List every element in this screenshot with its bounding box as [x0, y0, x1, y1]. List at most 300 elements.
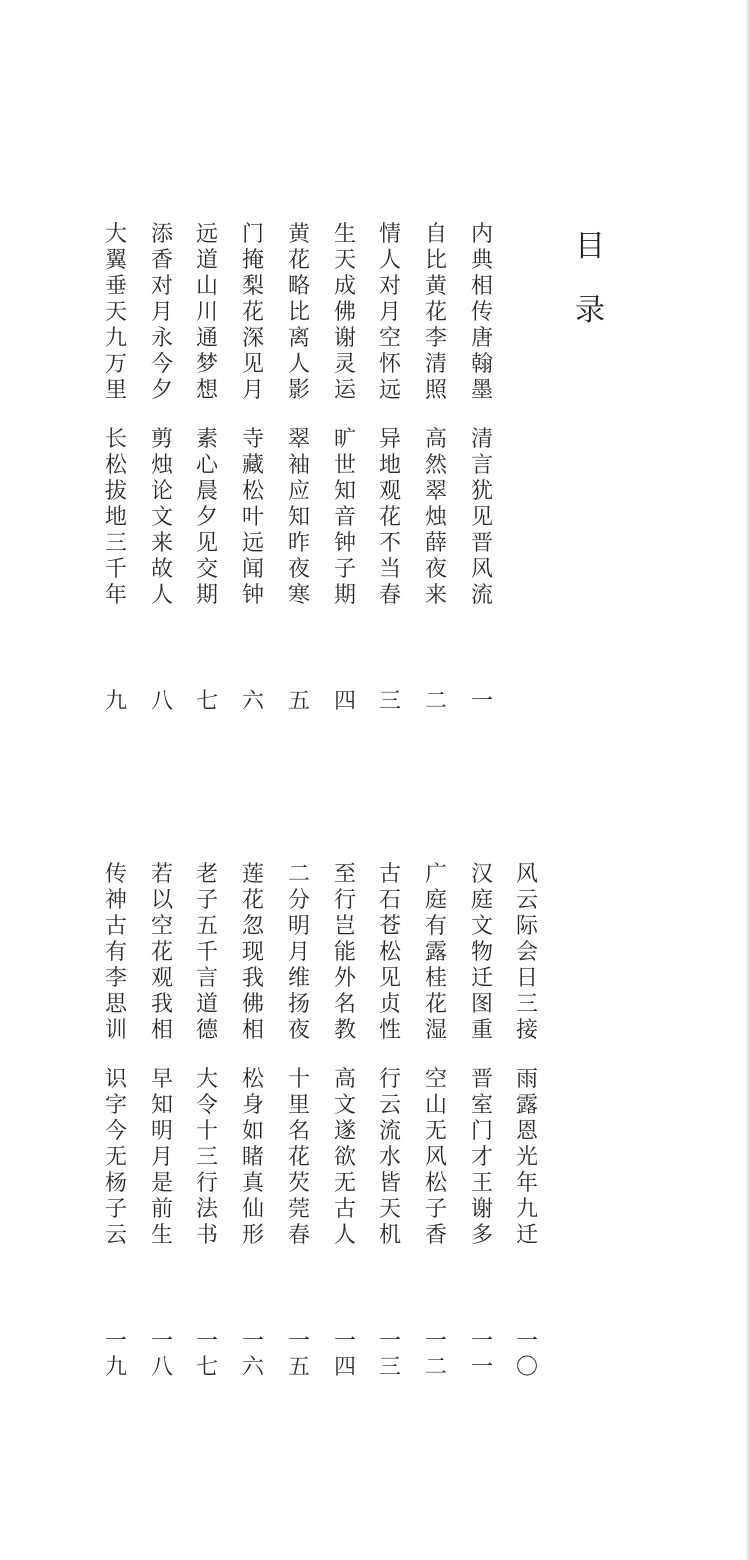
- toc-entry-page-char: 七: [195, 1355, 218, 1380]
- toc-entry-line1-char: 三: [515, 992, 538, 1017]
- toc-entry-page-char: 七: [195, 689, 218, 714]
- toc-entry-line1-char: 际: [515, 914, 538, 939]
- toc-entry-line1-char: 空: [150, 914, 173, 939]
- toc-entry-line2-char: 地: [378, 453, 401, 478]
- toc-entry-line1-char: 对: [378, 274, 401, 299]
- toc-entry-line1-char: 会: [515, 940, 538, 965]
- toc-entry-line2-char: 明: [150, 1119, 173, 1144]
- toc-entry[interactable]: [284, 222, 314, 715]
- toc-entry-line2-char: 莞: [287, 1197, 310, 1222]
- toc-entry-line1-char: 教: [333, 1018, 356, 1043]
- toc-entry-line1-char: 比: [424, 248, 447, 273]
- toc-entry-page-char: 一: [104, 1329, 127, 1354]
- line-gap: [421, 1044, 451, 1067]
- page-gap: [421, 1249, 451, 1329]
- toc-entry-line1-char: 明: [287, 914, 310, 939]
- toc-entry-line1-char: 道: [195, 248, 218, 273]
- toc-entry-line1-char: 以: [150, 888, 173, 913]
- toc-entry-line2-char: 松: [424, 1171, 447, 1196]
- toc-entry-line2-char: 云: [378, 1093, 401, 1118]
- toc-entry-line1-char: 桂: [424, 966, 447, 991]
- toc-entry-line2-char: 音: [333, 505, 356, 530]
- toc-entry-line1-char: 相: [241, 1018, 264, 1043]
- toc-entry-line2-char: 交: [195, 557, 218, 582]
- toc-entry-line1-char: 古: [104, 914, 127, 939]
- toc-entry-line1-char: 想: [195, 378, 218, 403]
- toc-entry-line2-char: 地: [104, 505, 127, 530]
- toc-entry-line1-char: 内: [470, 222, 493, 247]
- toc-entry-line1-char: 略: [287, 274, 310, 299]
- toc-entry-line2-char: 雨: [515, 1067, 538, 1092]
- toc-entry-line1-char: 莲: [241, 862, 264, 887]
- toc-entry-line1-char: 夕: [150, 378, 173, 403]
- toc-entry-line1-char: 五: [195, 914, 218, 939]
- toc-entry-line2-char: 室: [470, 1093, 493, 1118]
- toc-entry-line2-char: 行: [378, 1067, 401, 1092]
- toc-entry-line1-char: 唐: [470, 326, 493, 351]
- toc-entry-line2-char: 形: [241, 1223, 264, 1248]
- toc-entry-line2-char: 长: [104, 427, 127, 452]
- toc-entry-line1-char: 道: [195, 992, 218, 1017]
- toc-entry-line2-char: 法: [195, 1197, 218, 1222]
- line-gap: [330, 404, 360, 427]
- toc-entry-page-char: 九: [104, 689, 127, 714]
- line-gap: [467, 1044, 497, 1067]
- toc-entry-line2-char: 言: [470, 453, 493, 478]
- toc-entry-line2-char: 无: [104, 1145, 127, 1170]
- toc-entry-line2-char: 松: [241, 479, 264, 504]
- toc-entry-page-char: 〇: [515, 1355, 538, 1380]
- toc-entry-line1-char: 添: [150, 222, 173, 247]
- line-gap: [192, 1044, 222, 1067]
- toc-entry-line1-char: 花: [241, 300, 264, 325]
- toc-entry-page-char: 八: [150, 1355, 173, 1380]
- toc-entry-line1-char: 灵: [333, 352, 356, 377]
- toc-entry-line1-char: 夜: [287, 1018, 310, 1043]
- toc-entry-line1-char: 相: [470, 274, 493, 299]
- toc-entry-line2-char: 身: [241, 1093, 264, 1118]
- toc-entry-line2-char: 观: [378, 479, 401, 504]
- toc-entry-line1-char: 见: [378, 966, 401, 991]
- line-gap: [375, 404, 405, 427]
- toc-entry-line1-char: 庭: [424, 888, 447, 913]
- toc-entry-line2-char: 生: [150, 1223, 173, 1248]
- toc-entry-line2-char: 藏: [241, 453, 264, 478]
- toc-entry-line1-char: 我: [241, 966, 264, 991]
- toc-entry-line1-char: 比: [287, 300, 310, 325]
- toc-entry-line2-char: 遂: [333, 1119, 356, 1144]
- toc-entry-line2-char: 见: [470, 505, 493, 530]
- toc-entry-line1-char: 李: [424, 326, 447, 351]
- toc-entry-line2-char: 远: [241, 531, 264, 556]
- toc-entry-line2-char: 清: [470, 427, 493, 452]
- toc-entry-line2-char: 犹: [470, 479, 493, 504]
- toc-entry-line1-char: 庭: [470, 888, 493, 913]
- toc-entry-page-char: 二: [424, 689, 447, 714]
- toc-title: [572, 215, 608, 343]
- toc-entry-line2-char: 来: [424, 583, 447, 608]
- toc-entry-line2-char: 翠: [287, 427, 310, 452]
- toc-entry-line2-char: 人: [333, 1223, 356, 1248]
- toc-entry-line2-char: 无: [424, 1119, 447, 1144]
- page-gap: [375, 1249, 405, 1329]
- toc-entry-line2-char: 夜: [287, 557, 310, 582]
- page-gap: [192, 609, 222, 689]
- page-gap: [284, 1249, 314, 1329]
- toc-entry-line2-char: 不: [378, 531, 401, 556]
- toc-entry-line1-char: 贞: [378, 992, 401, 1017]
- toc-entry-page-char: 一: [470, 1355, 493, 1380]
- toc-entry-line2-char: 晋: [470, 1067, 493, 1092]
- toc-entry-page-char: 一: [195, 1329, 218, 1354]
- toc-entry-line1-char: 山: [195, 274, 218, 299]
- line-gap: [238, 404, 268, 427]
- line-gap: [101, 1044, 131, 1067]
- toc-entry-line2-char: 山: [424, 1093, 447, 1118]
- page-edge-shadow: [746, 0, 750, 1560]
- toc-entry-page-char: 一: [150, 1329, 173, 1354]
- toc-entry-line1-char: 名: [333, 992, 356, 1017]
- toc-entry-line1-char: 花: [150, 940, 173, 965]
- toc-entry-line2-char: 天: [378, 1197, 401, 1222]
- toc-entry-line1-char: 万: [104, 352, 127, 377]
- toc-entry-line2-char: 芡: [287, 1171, 310, 1196]
- line-gap: [512, 1044, 542, 1067]
- toc-entry-line1-char: 神: [104, 888, 127, 913]
- toc-entry-line2-char: 三: [195, 1145, 218, 1170]
- toc-entry-line1-char: 观: [150, 966, 173, 991]
- toc-entry-line2-char: 行: [195, 1171, 218, 1196]
- page-gap: [192, 1249, 222, 1329]
- toc-entry-line2-char: 今: [104, 1119, 127, 1144]
- toc-entry-line1-char: 花: [424, 992, 447, 1017]
- toc-entry-line1-char: 离: [287, 326, 310, 351]
- toc-entry[interactable]: [467, 862, 497, 1381]
- toc-entry-line2-char: 旷: [333, 427, 356, 452]
- toc-entry-line1-char: 古: [378, 862, 401, 887]
- toc-entry[interactable]: [101, 862, 131, 1381]
- toc-entry-line2-char: 光: [515, 1145, 538, 1170]
- toc-entry-line1-char: 分: [287, 888, 310, 913]
- toc-entry-line2-char: 烛: [424, 505, 447, 530]
- toc-entry[interactable]: [375, 862, 405, 1381]
- toc-entry-line2-char: 识: [104, 1067, 127, 1092]
- toc-entry-line1-char: 今: [150, 352, 173, 377]
- toc-entry[interactable]: [375, 222, 405, 715]
- toc-entry-page-char: 五: [287, 1355, 310, 1380]
- toc-entry-line1-char: 花: [241, 888, 264, 913]
- toc-entry-line1-char: 云: [515, 888, 538, 913]
- toc-entry-line2-char: 令: [195, 1093, 218, 1118]
- toc-entry-page-char: 四: [333, 1355, 356, 1380]
- toc-entry-line2-char: 皆: [378, 1171, 401, 1196]
- page-gap: [238, 609, 268, 689]
- toc-entry-line2-char: 春: [287, 1223, 310, 1248]
- toc-entry-line1-char: 花: [287, 248, 310, 273]
- toc-entry-line2-char: 晨: [195, 479, 218, 504]
- toc-entry[interactable]: [147, 862, 177, 1381]
- toc-entry-line1-char: 人: [287, 352, 310, 377]
- toc-entry-line2-char: 是: [150, 1171, 173, 1196]
- toc-entry-line1-char: 图: [470, 992, 493, 1017]
- toc-entry-line2-char: 无: [333, 1171, 356, 1196]
- toc-entry-page-char: 一: [424, 1329, 447, 1354]
- toc-entry-line1-char: 至: [333, 862, 356, 887]
- toc-entry-line1-char: 月: [241, 378, 264, 403]
- toc-entry-line1-char: 迁: [470, 966, 493, 991]
- toc-entry-line1-char: 日: [515, 966, 538, 991]
- toc-entry-line1-char: 重: [470, 1018, 493, 1043]
- toc-entry-line1-char: 思: [104, 992, 127, 1017]
- toc-entry-line1-char: 训: [104, 1018, 127, 1043]
- toc-entry-line1-char: 永: [150, 326, 173, 351]
- toc-entry-line2-char: 机: [378, 1223, 401, 1248]
- toc-entry[interactable]: [192, 862, 222, 1381]
- toc-entry-line2-char: 里: [287, 1093, 310, 1118]
- toc-entry-page-char: 一: [515, 1329, 538, 1354]
- toc-entry-line2-char: 闻: [241, 557, 264, 582]
- toc-entry-line2-char: 寒: [287, 583, 310, 608]
- toc-entry-page-char: 二: [424, 1355, 447, 1380]
- toc-entry-line1-char: 露: [424, 940, 447, 965]
- toc-entry-line1-char: 佛: [241, 992, 264, 1017]
- toc-entry-line2-char: 高: [424, 427, 447, 452]
- toc-entry-line1-char: 墨: [470, 378, 493, 403]
- toc-entry-line2-char: 空: [424, 1067, 447, 1092]
- toc-entry-line2-char: 故: [150, 557, 173, 582]
- toc-entry-line2-char: 子: [424, 1197, 447, 1222]
- toc-title-char-2: 录: [575, 293, 605, 328]
- toc-entry-line2-char: 知: [333, 479, 356, 504]
- toc-entry-page-char: 六: [241, 689, 264, 714]
- toc-entry-line2-char: 期: [195, 583, 218, 608]
- toc-entry-line1-char: 天: [333, 248, 356, 273]
- toc-entry-line2-char: 子: [104, 1197, 127, 1222]
- line-gap: [421, 404, 451, 427]
- toc-entry-line2-char: 钟: [241, 583, 264, 608]
- toc-entry-line2-char: 高: [333, 1067, 356, 1092]
- toc-entry-line1-char: 清: [424, 352, 447, 377]
- toc-entry-line1-char: 见: [241, 352, 264, 377]
- toc-entry-line2-char: 云: [104, 1223, 127, 1248]
- toc-entry-line2-char: 人: [150, 583, 173, 608]
- line-gap: [147, 1044, 177, 1067]
- toc-entry-line2-char: 如: [241, 1119, 264, 1144]
- toc-entry-line1-char: 成: [333, 274, 356, 299]
- toc-entry-page-char: 六: [241, 1355, 264, 1380]
- toc-entry-line2-char: 十: [195, 1119, 218, 1144]
- toc-entry[interactable]: [192, 222, 222, 715]
- toc-entry-line2-char: 三: [104, 531, 127, 556]
- toc-entry-line2-char: 世: [333, 453, 356, 478]
- toc-entry[interactable]: [238, 222, 268, 715]
- page-gap: [147, 1249, 177, 1329]
- page-gap: [101, 609, 131, 689]
- toc-entry-line1-char: 性: [378, 1018, 401, 1043]
- toc-entry-line2-char: 名: [287, 1119, 310, 1144]
- toc-entry-line2-char: 年: [515, 1171, 538, 1196]
- toc-entry-line1-char: 佛: [333, 300, 356, 325]
- toc-entry-line1-char: 岂: [333, 914, 356, 939]
- toc-entry-line1-char: 汉: [470, 862, 493, 887]
- toc-entry-line2-char: 昨: [287, 531, 310, 556]
- toc-entry-page-char: 一: [378, 1329, 401, 1354]
- toc-entry-line2-char: 杨: [104, 1171, 127, 1196]
- toc-entry-page-char: 一: [470, 1329, 493, 1354]
- toc-entry-line1-char: 文: [470, 914, 493, 939]
- toc-entry-line1-char: 花: [424, 300, 447, 325]
- toc-entry-line1-char: 苍: [378, 914, 401, 939]
- toc-entry-line2-char: 松: [241, 1067, 264, 1092]
- toc-entry-line1-char: 香: [150, 248, 173, 273]
- toc-entry-line1-char: 通: [195, 326, 218, 351]
- toc-entry-line1-char: 典: [470, 248, 493, 273]
- toc-entry-line1-char: 接: [515, 1018, 538, 1043]
- toc-entry-page-char: 九: [104, 1355, 127, 1380]
- toc-entry-line1-char: 现: [241, 940, 264, 965]
- line-gap: [192, 404, 222, 427]
- toc-entry-line2-char: 知: [150, 1093, 173, 1118]
- toc-entry-line1-char: 深: [241, 326, 264, 351]
- toc-entry-line2-char: 烛: [150, 453, 173, 478]
- toc-entry-line2-char: 流: [378, 1119, 401, 1144]
- line-gap: [375, 1044, 405, 1067]
- page-gap: [467, 609, 497, 689]
- toc-entry[interactable]: [421, 222, 451, 715]
- toc-entry-line2-char: 论: [150, 479, 173, 504]
- page-gap: [238, 1249, 268, 1329]
- toc-entry[interactable]: [330, 862, 360, 1381]
- page-gap: [467, 1249, 497, 1329]
- line-gap: [467, 404, 497, 427]
- toc-entry-line1-char: 松: [378, 940, 401, 965]
- toc-entry-line1-char: 翰: [470, 352, 493, 377]
- toc-entry-line1-char: 情: [378, 222, 401, 247]
- toc-entry-line1-char: 物: [470, 940, 493, 965]
- toc-entry-page-char: 一: [241, 1329, 264, 1354]
- toc-entry-line1-char: 黄: [287, 222, 310, 247]
- toc-entry-line2-char: 薛: [424, 531, 447, 556]
- toc-entry-line2-char: 千: [104, 557, 127, 582]
- toc-entry-page-char: 三: [378, 1355, 401, 1380]
- toc-entry-line1-char: 人: [378, 248, 401, 273]
- toc-entry-line1-char: 谢: [333, 326, 356, 351]
- toc-entry-line2-char: 花: [378, 505, 401, 530]
- page-gap: [375, 609, 405, 689]
- toc-entry-line1-char: 若: [150, 862, 173, 887]
- toc-entry-line2-char: 睹: [241, 1145, 264, 1170]
- toc-entry-line1-char: 传: [104, 862, 127, 887]
- toc-entry-line1-char: 垂: [104, 274, 127, 299]
- page-gap: [421, 609, 451, 689]
- toc-entry-line1-char: 自: [424, 222, 447, 247]
- page-gap: [147, 609, 177, 689]
- toc-entry-line2-char: 香: [424, 1223, 447, 1248]
- toc-entry-line2-char: 花: [287, 1145, 310, 1170]
- toc-entry-line1-char: 里: [104, 378, 127, 403]
- toc-entry-line1-char: 有: [104, 940, 127, 965]
- toc-entry-page-char: 一: [287, 1329, 310, 1354]
- toc-entry-line2-char: 九: [515, 1197, 538, 1222]
- toc-entry-line2-char: 寺: [241, 427, 264, 452]
- toc-entry-line2-char: 仙: [241, 1197, 264, 1222]
- toc-entry-line1-char: 远: [378, 378, 401, 403]
- toc-entry-line1-char: 大: [104, 222, 127, 247]
- toc-entry[interactable]: [101, 222, 131, 715]
- toc-entry-line1-char: 广: [424, 862, 447, 887]
- toc-entry[interactable]: [512, 862, 542, 1381]
- toc-entry-line1-char: 门: [241, 222, 264, 247]
- toc-entry[interactable]: [238, 862, 268, 1381]
- toc-entry-line1-char: 德: [195, 1018, 218, 1043]
- toc-entry-line1-char: 能: [333, 940, 356, 965]
- page-gap: [330, 1249, 360, 1329]
- toc-entry-line1-char: 相: [150, 1018, 173, 1043]
- toc-entry-line2-char: 才: [470, 1145, 493, 1170]
- toc-entry-line2-char: 见: [195, 531, 218, 556]
- toc-entry-line2-char: 恩: [515, 1119, 538, 1144]
- toc-entry[interactable]: [330, 222, 360, 715]
- toc-entry-line2-char: 露: [515, 1093, 538, 1118]
- page-gap: [512, 1249, 542, 1329]
- toc-entry-line1-char: 照: [424, 378, 447, 403]
- toc-entry-line2-char: 夜: [424, 557, 447, 582]
- toc-entry-line2-char: 多: [470, 1223, 493, 1248]
- toc-entry-line1-char: 九: [104, 326, 127, 351]
- toc-entry-line2-char: 古: [333, 1197, 356, 1222]
- toc-entry-line1-char: 月: [378, 300, 401, 325]
- toc-entry[interactable]: [421, 862, 451, 1381]
- toc-entry-line2-char: 夕: [195, 505, 218, 530]
- toc-entry-line1-char: 风: [515, 862, 538, 887]
- toc-entry-line2-char: 月: [150, 1145, 173, 1170]
- toc-entry-line2-char: 春: [378, 583, 401, 608]
- toc-entry-line2-char: 文: [150, 505, 173, 530]
- toc-entry-line2-char: 大: [195, 1067, 218, 1092]
- toc-entry-line1-char: 有: [424, 914, 447, 939]
- toc-entry-line1-char: 湿: [424, 1018, 447, 1043]
- toc-entry-page-char: 一: [470, 689, 493, 714]
- toc-entry-line2-char: 知: [287, 505, 310, 530]
- toc-entry-line1-char: 月: [150, 300, 173, 325]
- toc-entry-line1-char: 川: [195, 300, 218, 325]
- toc-entry-line2-char: 异: [378, 427, 401, 452]
- toc-entry-line1-char: 李: [104, 966, 127, 991]
- toc-entry-page-char: 三: [378, 689, 401, 714]
- toc-entry-line2-char: 流: [470, 583, 493, 608]
- toc-entry-line1-char: 影: [287, 378, 310, 403]
- toc-entry-line1-char: 空: [378, 326, 401, 351]
- toc-entry-line1-char: 运: [333, 378, 356, 403]
- toc-entry-line1-char: 石: [378, 888, 401, 913]
- toc-entry-line2-char: 来: [150, 531, 173, 556]
- toc-entry-line2-char: 年: [104, 583, 127, 608]
- toc-entry[interactable]: [467, 222, 497, 715]
- toc-entry-line2-char: 剪: [150, 427, 173, 452]
- toc-entry[interactable]: [284, 862, 314, 1381]
- toc-entry-line1-char: 梦: [195, 352, 218, 377]
- toc-entry-line2-char: 文: [333, 1093, 356, 1118]
- toc-entry-line2-char: 翠: [424, 479, 447, 504]
- line-gap: [284, 404, 314, 427]
- toc-entry-line1-char: 生: [333, 222, 356, 247]
- toc-entry-line2-char: 十: [287, 1067, 310, 1092]
- toc-entry-line2-char: 松: [104, 453, 127, 478]
- toc-entry[interactable]: [147, 222, 177, 715]
- toc-entry-line1-char: 子: [195, 888, 218, 913]
- toc-entry-line2-char: 王: [470, 1171, 493, 1196]
- toc-entry-line1-char: 掩: [241, 248, 264, 273]
